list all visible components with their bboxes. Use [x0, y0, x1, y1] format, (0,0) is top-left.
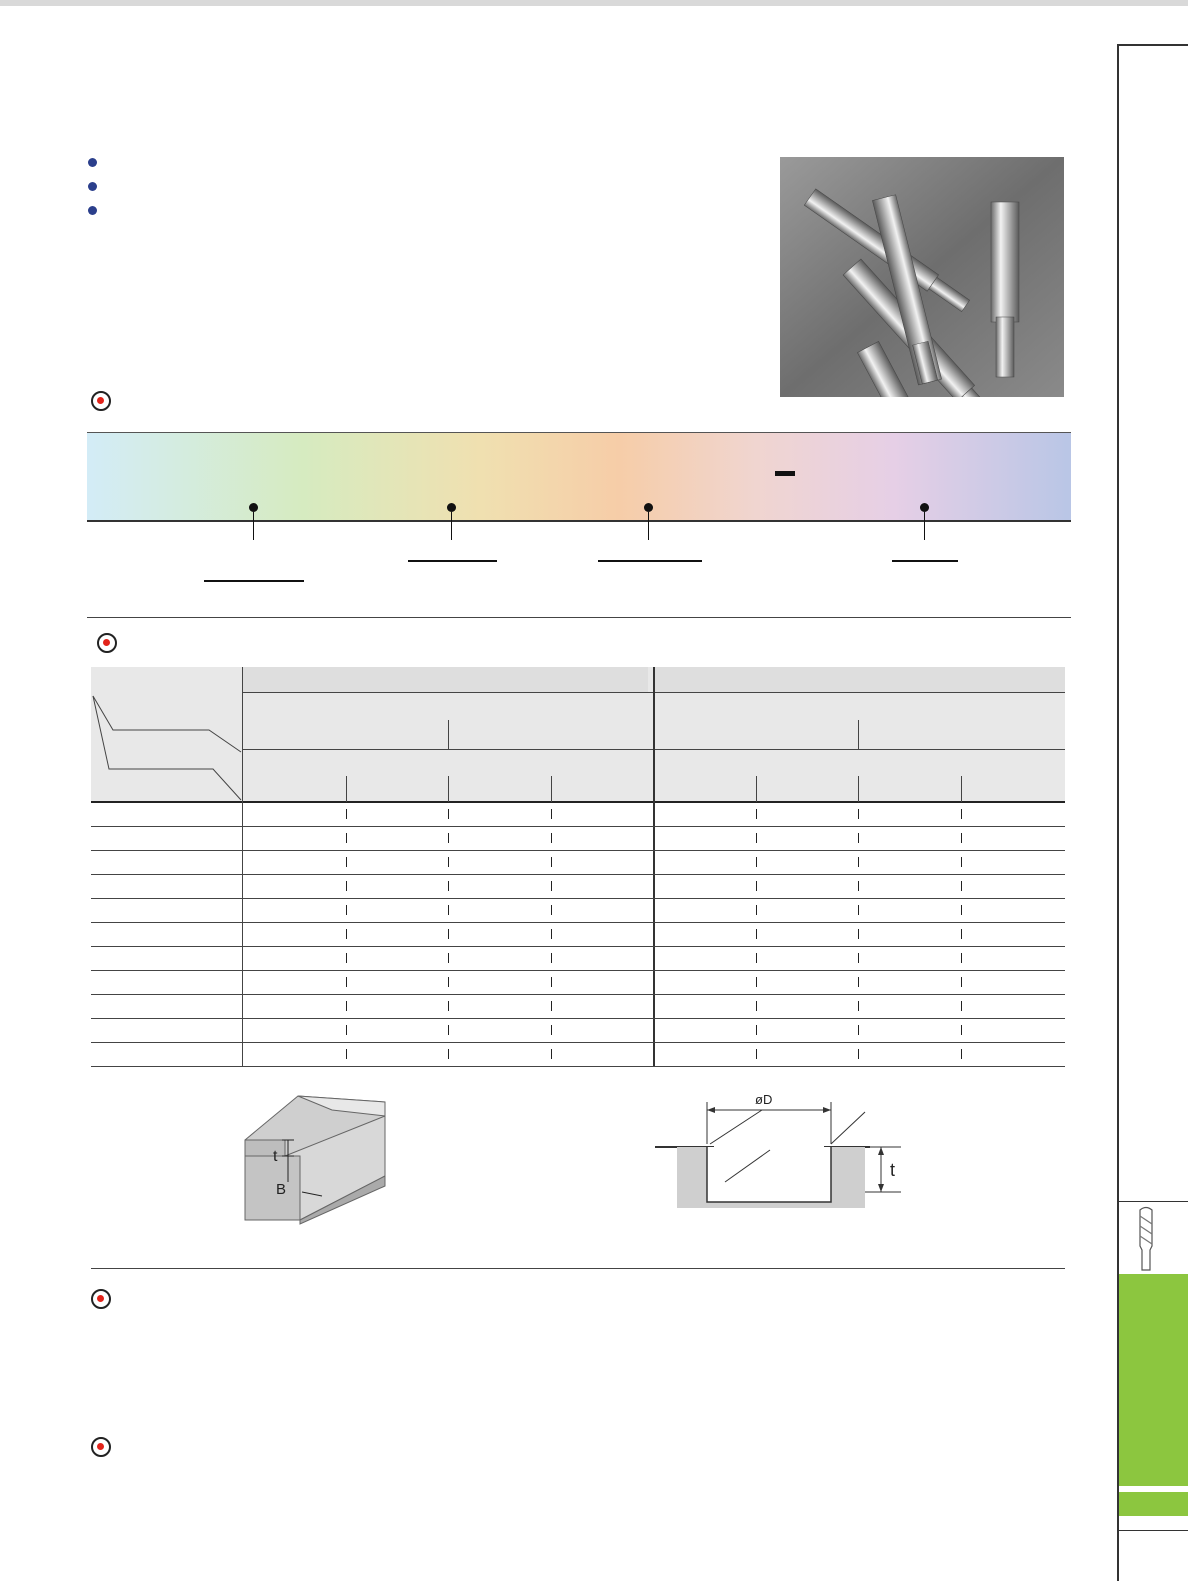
designation-underline-2	[408, 560, 497, 562]
table-cell-divider	[756, 809, 757, 819]
table-cell-divider	[961, 929, 962, 939]
table-row-line	[91, 874, 1065, 875]
table-cell-divider	[858, 1025, 859, 1035]
slot-diagram	[240, 1090, 400, 1226]
table-cell-divider	[346, 881, 347, 891]
table-cell-divider	[858, 833, 859, 843]
table-row-line	[91, 1066, 1065, 1067]
table-cell-divider	[448, 881, 449, 891]
table-cell-divider	[961, 1025, 962, 1035]
designation-pin-2	[447, 503, 456, 512]
table-cell-divider	[961, 977, 962, 987]
table-cell-divider	[346, 809, 347, 819]
side-tab-divider	[1117, 1201, 1188, 1202]
table-cell-divider	[961, 1001, 962, 1011]
table-cell-divider	[858, 1049, 859, 1059]
table-cell-divider	[346, 1001, 347, 1011]
table-sub-divider-7	[858, 776, 859, 802]
table-cell-divider	[756, 1025, 757, 1035]
designation-dash	[775, 471, 795, 476]
table-sub-divider-4	[448, 776, 449, 802]
table-cell-divider	[858, 929, 859, 939]
table-cell-divider	[961, 857, 962, 867]
table-cell-divider	[756, 977, 757, 987]
designation-pin-1-line	[253, 512, 254, 540]
pocket-depth-label: t	[890, 1160, 896, 1180]
table-cell-divider	[551, 833, 552, 843]
table-cell-divider	[858, 1001, 859, 1011]
table-cell-divider	[551, 1049, 552, 1059]
table-row-line	[91, 994, 1065, 995]
table-cell-divider	[448, 857, 449, 867]
end-mill-icon[interactable]	[1126, 1206, 1166, 1272]
table-cell-divider	[346, 977, 347, 987]
table-corner-diagonal	[91, 690, 243, 802]
table-cell-divider	[448, 953, 449, 963]
table-cell-divider	[961, 809, 962, 819]
designation-pin-4	[920, 503, 929, 512]
table-cell-divider	[961, 833, 962, 843]
slot-width-label: B	[276, 1181, 287, 1198]
table-cell-divider	[858, 809, 859, 819]
table-cell-divider	[858, 953, 859, 963]
table-cell-divider	[448, 905, 449, 915]
table-cell-divider	[448, 929, 449, 939]
pocket-diameter-label: øD	[755, 1092, 773, 1107]
product-photo	[780, 157, 1064, 397]
table-cell-divider	[551, 857, 552, 867]
table-sub-divider-3	[346, 776, 347, 802]
table-col-divider-b	[653, 667, 655, 1067]
table-cell-divider	[756, 929, 757, 939]
table-cell-divider	[551, 929, 552, 939]
designation-pin-3	[644, 503, 653, 512]
table-sub-divider-5	[551, 776, 552, 802]
side-tab-secondary[interactable]	[1119, 1492, 1188, 1516]
table-cell-divider	[551, 1025, 552, 1035]
table-sub-divider-6	[756, 776, 757, 802]
table-row-line	[91, 826, 1065, 827]
feature-bullet-3	[88, 206, 97, 215]
designation-pin-1	[249, 503, 258, 512]
table-cell-divider	[448, 1025, 449, 1035]
table-cell-divider	[961, 905, 962, 915]
target-marker-icon	[97, 633, 117, 653]
table-row-line	[91, 970, 1065, 971]
table-sub-divider-8	[961, 776, 962, 802]
table-cell-divider	[346, 1025, 347, 1035]
table-cell-divider	[756, 881, 757, 891]
table-cell-divider	[961, 881, 962, 891]
pocket-diagram	[655, 1082, 905, 1212]
designation-pin-2-line	[451, 512, 452, 540]
table-cell-divider	[346, 953, 347, 963]
designation-pin-4-line	[924, 512, 925, 540]
target-marker-icon	[91, 1289, 111, 1309]
table-sub-divider-2	[858, 720, 859, 750]
table-row-line	[91, 1018, 1065, 1019]
table-cell-divider	[858, 977, 859, 987]
table-cell-divider	[858, 857, 859, 867]
table-cell-divider	[448, 833, 449, 843]
table-cell-divider	[756, 857, 757, 867]
table-cell-divider	[756, 1001, 757, 1011]
table-sub-divider-1	[448, 720, 449, 750]
side-tab-top-border	[1117, 44, 1188, 46]
table-cell-divider	[756, 1049, 757, 1059]
table-cell-divider	[448, 1001, 449, 1011]
table-row-line	[91, 898, 1065, 899]
table-cell-divider	[756, 953, 757, 963]
table-cell-divider	[551, 905, 552, 915]
designation-underline-1	[204, 580, 304, 582]
table-cell-divider	[448, 1049, 449, 1059]
table-cell-divider	[448, 977, 449, 987]
table-cell-divider	[551, 953, 552, 963]
table-row-line	[91, 946, 1065, 947]
target-marker-icon	[91, 1437, 111, 1457]
slot-depth-label: t	[273, 1148, 278, 1165]
table-group-header-1	[243, 667, 648, 693]
table-cell-divider	[961, 953, 962, 963]
table-cell-divider	[858, 905, 859, 915]
table-cell-divider	[551, 809, 552, 819]
side-tab-active[interactable]	[1119, 1274, 1188, 1486]
designation-underline-3	[598, 560, 702, 562]
table-cell-divider	[961, 1049, 962, 1059]
table-cell-divider	[756, 905, 757, 915]
section-divider-2	[91, 1268, 1065, 1269]
table-cell-divider	[346, 929, 347, 939]
table-cell-divider	[756, 833, 757, 843]
table-cell-divider	[346, 833, 347, 843]
feature-bullet-2	[88, 182, 97, 191]
table-cell-divider	[346, 905, 347, 915]
table-cell-divider	[448, 809, 449, 819]
table-cell-divider	[551, 881, 552, 891]
table-cell-divider	[346, 1049, 347, 1059]
table-row-line	[91, 850, 1065, 851]
designation-underline-4	[892, 560, 958, 562]
table-cell-divider	[346, 857, 347, 867]
table-row-line	[91, 922, 1065, 923]
table-cell-divider	[858, 881, 859, 891]
target-marker-icon	[91, 391, 111, 411]
table-row-line	[91, 1042, 1065, 1043]
side-tab-divider-bottom	[1117, 1530, 1188, 1531]
table-cell-divider	[551, 1001, 552, 1011]
feature-bullet-1	[88, 158, 97, 167]
section-divider-1	[87, 617, 1071, 618]
designation-pin-3-line	[648, 512, 649, 540]
table-group-header-2	[654, 667, 1065, 693]
table-cell-divider	[551, 977, 552, 987]
top-border	[0, 0, 1188, 6]
